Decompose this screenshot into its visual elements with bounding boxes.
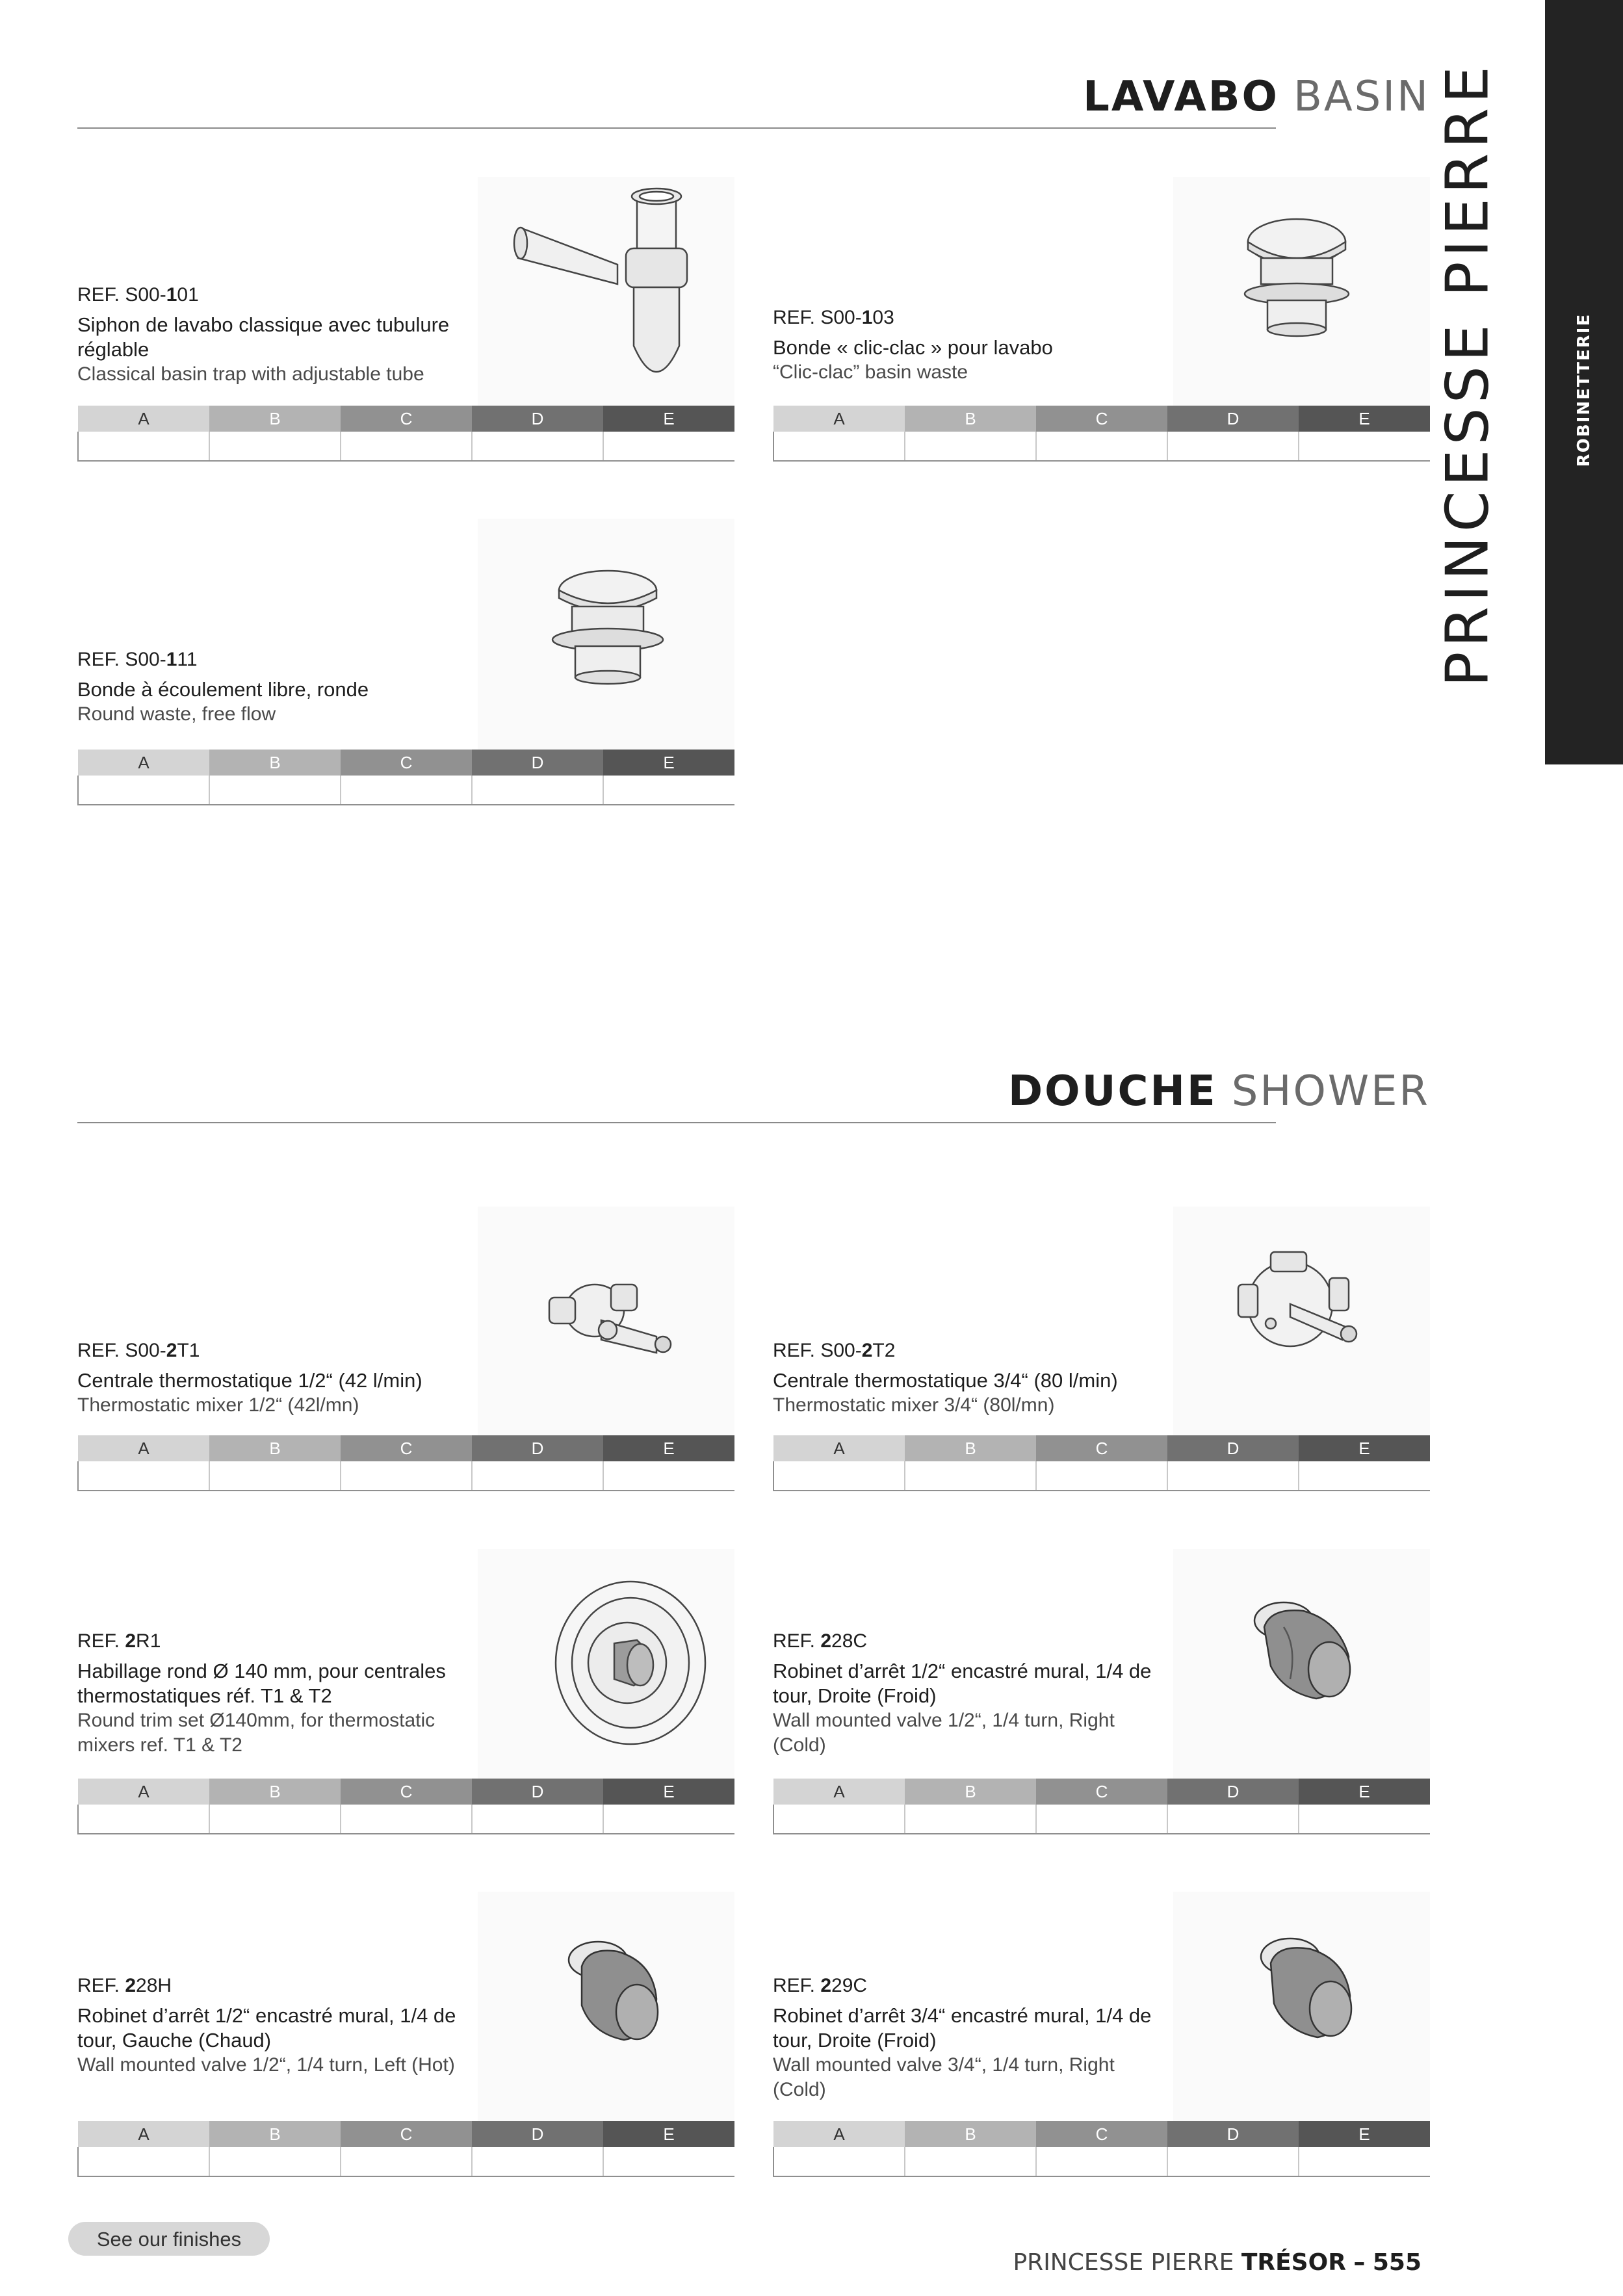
finish-col-c: C <box>1036 406 1167 432</box>
product-ref: REF. S00-2T1 <box>77 1340 200 1361</box>
product-desc-en: Wall mounted valve 1/2“, 1/4 turn, Left (Hot) <box>77 2054 455 2076</box>
product-ref: REF. S00-101 <box>77 284 199 306</box>
product-ref: REF. 228C <box>773 1630 868 1652</box>
product-desc-en: “Clic-clac” basin waste <box>773 361 968 383</box>
finish-cell <box>603 2147 734 2176</box>
product-text <box>773 307 1163 385</box>
finish-col-e: E <box>603 750 734 776</box>
finish-col-d: D <box>472 2121 603 2147</box>
finish-cell <box>209 1805 341 1834</box>
section-title-en: SHOWER <box>1231 1067 1430 1115</box>
finish-cell <box>472 1805 603 1834</box>
finish-cell <box>78 776 209 805</box>
finish-col-e: E <box>603 406 734 432</box>
finish-cell <box>773 2147 905 2176</box>
finish-col-a: A <box>78 750 209 776</box>
finish-col-d: D <box>472 1435 603 1461</box>
finish-cell <box>472 432 603 461</box>
product-card <box>773 1207 1430 1499</box>
finish-col-d: D <box>1167 2121 1299 2147</box>
product-desc-fr: Bonde « clic-clac » pour lavabo <box>773 336 1053 359</box>
finish-col-a: A <box>78 2121 209 2147</box>
product-text <box>773 1630 1163 1758</box>
finish-table <box>77 1435 734 1491</box>
product-desc-en: Thermostatic mixer 1/2“ (42l/mn) <box>77 1394 359 1416</box>
finish-cell <box>78 1461 209 1491</box>
finish-table <box>77 2121 734 2177</box>
section-title-shower <box>1008 1067 1430 1115</box>
product-text <box>77 1630 467 1758</box>
finish-col-d: D <box>1167 1779 1299 1805</box>
product-card <box>773 177 1430 469</box>
thermostatic-mixer-icon <box>478 1207 734 1441</box>
see-finishes-button[interactable]: See our finishes <box>68 2222 270 2256</box>
finish-col-c: C <box>341 2121 472 2147</box>
product-image <box>478 1892 734 2126</box>
finish-col-c: C <box>341 406 472 432</box>
brand-vertical-title: PRINCESSE PIERRE <box>1433 62 1502 687</box>
section-rule <box>77 127 1276 129</box>
finish-col-b: B <box>905 406 1036 432</box>
product-desc-en: Classical basin trap with adjustable tube <box>77 363 424 385</box>
product-text <box>773 1975 1163 2102</box>
finish-col-d: D <box>472 1779 603 1805</box>
finish-col-e: E <box>1299 406 1430 432</box>
product-text <box>773 1340 1163 1418</box>
section-title-fr: LAVABO <box>1083 73 1279 121</box>
product-card <box>77 1892 734 2184</box>
finish-cell <box>209 2147 341 2176</box>
finish-col-d: D <box>472 406 603 432</box>
clic-clac-waste-icon <box>1173 177 1430 411</box>
finish-cell <box>1167 2147 1299 2176</box>
finish-cell <box>341 1461 472 1491</box>
finish-cell <box>472 2147 603 2176</box>
finish-col-a: A <box>773 1435 905 1461</box>
finish-cell <box>603 1461 734 1491</box>
product-card <box>773 1892 1430 2184</box>
product-text <box>77 1340 467 1418</box>
page-number: 555 <box>1372 2249 1422 2276</box>
finish-col-c: C <box>1036 1435 1167 1461</box>
product-desc-fr: Bonde à écoulement libre, ronde <box>77 678 369 701</box>
finish-col-b: B <box>905 1435 1036 1461</box>
product-text <box>77 649 467 727</box>
product-image <box>478 519 734 753</box>
footer-separator: – <box>1353 2249 1366 2276</box>
finish-cell <box>1299 1805 1430 1834</box>
finish-cell <box>603 432 734 461</box>
finish-cell <box>209 1461 341 1491</box>
basin-trap-icon <box>478 177 734 411</box>
product-image <box>478 177 734 411</box>
finish-cell <box>341 776 472 805</box>
finish-col-b: B <box>209 406 341 432</box>
finish-cell <box>905 432 1036 461</box>
finish-table <box>773 2121 1430 2177</box>
finish-cell <box>1167 1461 1299 1491</box>
finish-col-c: C <box>341 750 472 776</box>
footer-brand: PRINCESSE PIERRE <box>1013 2249 1234 2276</box>
finish-col-e: E <box>603 1435 734 1461</box>
finish-col-e: E <box>1299 2121 1430 2147</box>
product-image <box>478 1549 734 1783</box>
finish-cell <box>341 432 472 461</box>
finish-col-b: B <box>905 2121 1036 2147</box>
product-desc-en: Thermostatic mixer 3/4“ (80l/mn) <box>773 1394 1055 1416</box>
product-image <box>1173 177 1430 411</box>
wall-valve-icon <box>1173 1892 1430 2126</box>
finish-col-e: E <box>603 1779 734 1805</box>
side-tab <box>1545 0 1623 764</box>
section-rule <box>77 1122 1276 1123</box>
finish-cell <box>1036 2147 1167 2176</box>
product-text <box>77 1975 467 2078</box>
wall-valve-icon <box>1173 1549 1430 1783</box>
product-card <box>773 1549 1430 1842</box>
section-title-basin <box>1083 73 1430 121</box>
finish-cell <box>341 2147 472 2176</box>
product-desc-fr: Robinet d’arrêt 1/2“ encastré mural, 1/4 de tour, Droite (Froid) <box>773 1660 1152 1707</box>
product-card <box>77 177 734 469</box>
finish-cell <box>1299 2147 1430 2176</box>
finish-cell <box>1167 432 1299 461</box>
finish-cell <box>472 1461 603 1491</box>
finish-cell <box>1299 1461 1430 1491</box>
finish-col-a: A <box>773 2121 905 2147</box>
finish-cell <box>78 2147 209 2176</box>
finish-col-b: B <box>905 1779 1036 1805</box>
product-desc-fr: Centrale thermostatique 3/4“ (80 l/min) <box>773 1369 1118 1392</box>
thermostatic-mixer-icon <box>1173 1207 1430 1441</box>
product-image <box>1173 1892 1430 2126</box>
finish-cell <box>472 776 603 805</box>
finish-cell <box>905 2147 1036 2176</box>
finish-table <box>773 406 1430 462</box>
side-tab-label: ROBINETTERIE <box>1574 313 1594 467</box>
finish-col-d: D <box>1167 1435 1299 1461</box>
finish-table <box>773 1435 1430 1491</box>
finish-col-a: A <box>78 1779 209 1805</box>
finish-cell <box>1299 432 1430 461</box>
finish-col-c: C <box>341 1435 472 1461</box>
finish-table <box>77 1779 734 1834</box>
finish-col-b: B <box>209 750 341 776</box>
finish-col-e: E <box>603 2121 734 2147</box>
finish-col-b: B <box>209 1779 341 1805</box>
round-waste-icon <box>478 519 734 753</box>
finish-col-c: C <box>1036 1779 1167 1805</box>
finish-cell <box>1036 1461 1167 1491</box>
finish-col-a: A <box>773 1779 905 1805</box>
product-ref: REF. 229C <box>773 1975 868 1996</box>
finish-cell <box>905 1461 1036 1491</box>
finish-cell <box>209 776 341 805</box>
product-card <box>77 1549 734 1842</box>
product-desc-fr: Habillage rond Ø 140 mm, pour centrales thermostatiques réf. T1 & T2 <box>77 1660 446 1707</box>
product-desc-en: Wall mounted valve 3/4“, 1/4 turn, Right (Cold) <box>773 2054 1115 2100</box>
product-image <box>1173 1549 1430 1783</box>
finish-col-d: D <box>1167 406 1299 432</box>
finish-cell <box>78 1805 209 1834</box>
finish-cell <box>603 1805 734 1834</box>
finish-cell <box>905 1805 1036 1834</box>
product-ref: REF. S00-111 <box>77 649 198 670</box>
section-title-en: BASIN <box>1293 73 1430 121</box>
wall-valve-icon <box>478 1892 734 2126</box>
finish-col-e: E <box>1299 1435 1430 1461</box>
product-card <box>77 1207 734 1499</box>
finish-table <box>77 406 734 462</box>
product-ref: REF. 2R1 <box>77 1630 161 1652</box>
finish-cell <box>1036 432 1167 461</box>
product-desc-fr: Centrale thermostatique 1/2“ (42 l/min) <box>77 1369 422 1392</box>
finish-col-a: A <box>773 406 905 432</box>
product-desc-en: Wall mounted valve 1/2“, 1/4 turn, Right (Cold) <box>773 1710 1115 1756</box>
product-ref: REF. S00-2T2 <box>773 1340 896 1361</box>
product-desc-fr: Robinet d’arrêt 1/2“ encastré mural, 1/4 de tour, Gauche (Chaud) <box>77 2004 456 2052</box>
finish-cell <box>1167 1805 1299 1834</box>
product-ref: REF. S00-103 <box>773 307 894 328</box>
product-image <box>1173 1207 1430 1441</box>
finish-col-a: A <box>78 1435 209 1461</box>
finish-col-c: C <box>1036 2121 1167 2147</box>
product-image <box>478 1207 734 1441</box>
product-text <box>77 284 467 387</box>
product-desc-fr: Robinet d’arrêt 3/4“ encastré mural, 1/4 de tour, Droite (Froid) <box>773 2004 1152 2052</box>
finish-cell <box>1036 1805 1167 1834</box>
finish-table <box>773 1779 1430 1834</box>
finish-col-c: C <box>341 1779 472 1805</box>
round-trim-set-icon <box>478 1549 734 1783</box>
finish-col-a: A <box>78 406 209 432</box>
finish-cell <box>341 1805 472 1834</box>
product-desc-fr: Siphon de lavabo classique avec tubulure réglable <box>77 313 450 361</box>
finish-col-d: D <box>472 750 603 776</box>
page-footer <box>1013 2249 1422 2276</box>
finish-col-b: B <box>209 2121 341 2147</box>
product-desc-en: Round trim set Ø140mm, for thermostatic mixers ref. T1 & T2 <box>77 1710 435 1756</box>
product-ref: REF. 228H <box>77 1975 172 1996</box>
finish-cell <box>209 432 341 461</box>
finish-col-b: B <box>209 1435 341 1461</box>
finish-cell <box>773 432 905 461</box>
finish-table <box>77 750 734 805</box>
footer-collection: TRÉSOR <box>1241 2249 1346 2276</box>
section-title-fr: DOUCHE <box>1007 1067 1217 1115</box>
finish-cell <box>603 776 734 805</box>
finish-cell <box>773 1461 905 1491</box>
product-desc-en: Round waste, free flow <box>77 703 276 725</box>
finish-cell <box>78 432 209 461</box>
product-card <box>77 519 734 811</box>
finish-cell <box>773 1805 905 1834</box>
finish-col-e: E <box>1299 1779 1430 1805</box>
